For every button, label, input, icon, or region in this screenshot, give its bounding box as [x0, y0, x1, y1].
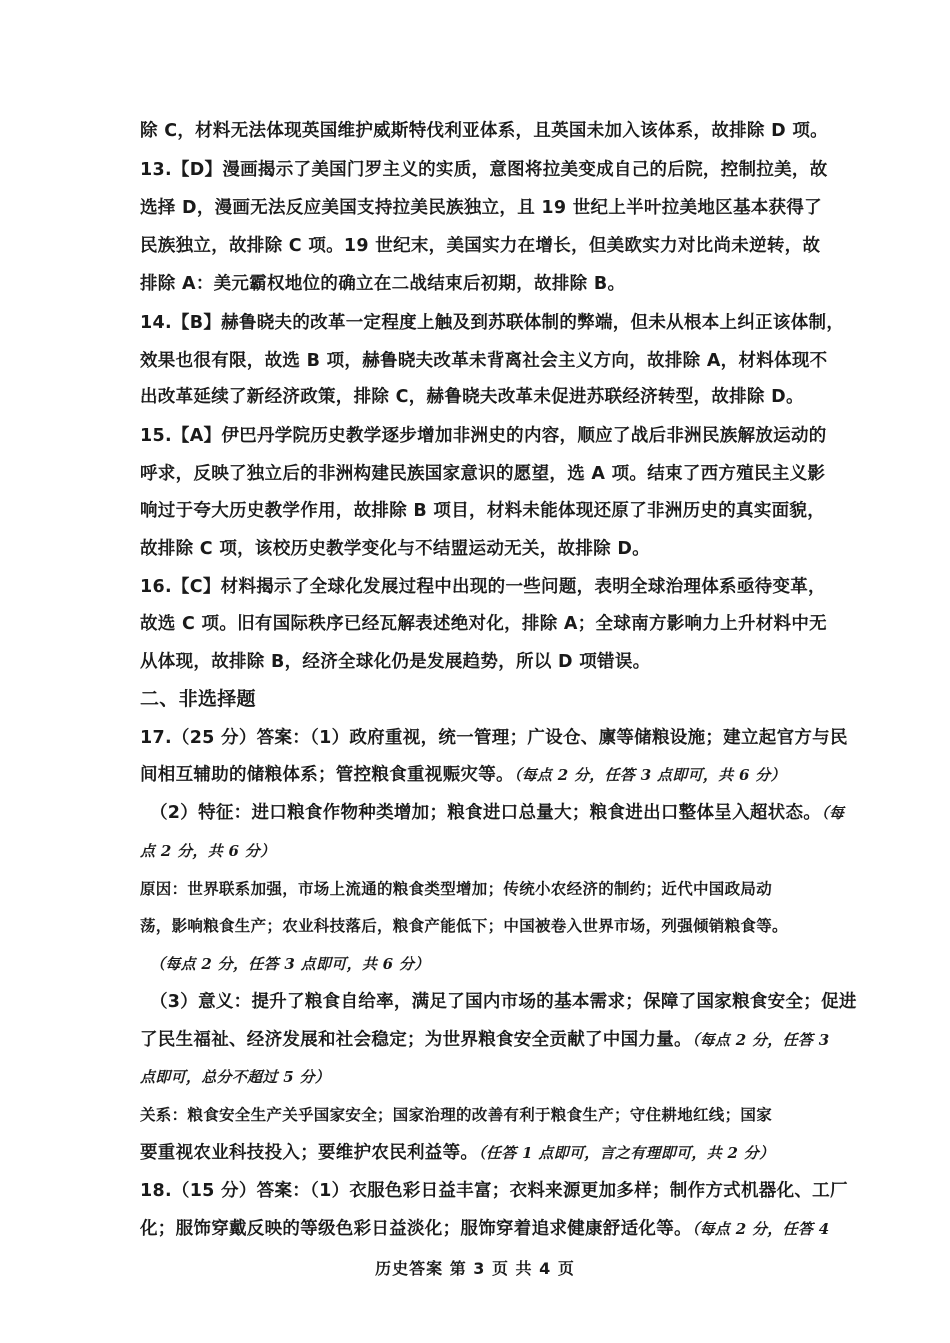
score-note: （每点 2 分，任答 3 点即可，共 6 分）: [513, 766, 786, 784]
text-line: 16.【C】材料揭示了全球化发展过程中出现的一些问题，表明全球治理体系亟待变革，: [140, 577, 826, 597]
text-line: 15.【A】伊巴丹学院历史教学逐步增加非洲史的内容，顺应了战后非洲民族解放运动的: [140, 426, 827, 446]
text-line: 原因：世界联系加强，市场上流通的粮食类型增加；传统小农经济的制约；近代中国政局动: [140, 880, 773, 898]
text-line: 民族独立，故排除 C 项。19 世纪末，美国实力在增长，但美欧实力对比尚未逆转，故: [140, 236, 821, 256]
line-text: 间相互辅助的储粮体系；管控粮食重视赈灾等。: [140, 765, 514, 785]
text-line: 响过于夸大历史教学作用，故排除 B 项目，材料未能体现还原了非洲历史的真实面貌，: [140, 501, 826, 521]
text-line: [140, 1029, 830, 1051]
line-text: （2）特征：进口粮食作物种类增加；粮食进口总量大；粮食进出口整体呈入超状态。: [150, 803, 822, 823]
text-line: 排除 A：美元霸权地位的确立在二战结束后初期，故排除 B。: [140, 274, 626, 294]
score-note: （每点 2 分，任答 4: [691, 1220, 830, 1238]
text-line: [150, 802, 845, 824]
text-line: 17.（25 分）答案：（1）政府重视，统一管理；广设仓、廪等储粮设施；建立起官方与民: [140, 728, 848, 748]
line-text: 化；服饰穿戴反映的等级色彩日益淡化；服饰穿着追求健康舒适化等。: [140, 1219, 692, 1239]
text-line: [140, 764, 820, 786]
line-text: 要重视农业科技投入；要维护农民利益等。: [140, 1143, 479, 1163]
score-note: 点即可，总分不超过 5 分）: [140, 1068, 331, 1086]
text-line: [140, 1218, 830, 1240]
text-line: [140, 1066, 820, 1088]
text-line: [140, 840, 820, 862]
score-note: （每点 2 分，任答 3 点即可，共 6 分）: [150, 955, 430, 973]
text-line: 18.（15 分）答案：（1）衣服色彩日益丰富；衣料来源更加多样；制作方式机器化、工厂: [140, 1181, 848, 1201]
text-line: 故选 C 项。旧有国际秩序已经瓦解表述绝对化，排除 A；全球南方影响力上升材料中无: [140, 614, 827, 634]
text-line: 14.【B】赫鲁晓夫的改革一定程度上触及到苏联体制的弊端，但未从根本上纠正该体制，: [140, 313, 845, 333]
section-heading: 二、非选择题: [140, 688, 256, 710]
score-note: 点 2 分，共 6 分）: [140, 842, 276, 860]
text-line: 出改革延续了新经济政策，排除 C，赫鲁晓夫改革未促进苏联经济转型，故排除 D。: [140, 387, 804, 407]
page-footer: 历史答案 第 3 页 共 4 页: [375, 1259, 575, 1278]
text-line: [150, 953, 830, 975]
text-line: 呼求，反映了独立后的非洲构建民族国家意识的愿望，选 A 项。结束了西方殖民主义影: [140, 464, 826, 484]
text-line: 关系：粮食安全生产关乎国家安全；国家治理的改善有利于粮食生产；守住耕地红线；国家: [140, 1106, 773, 1124]
text-line: 13.【D】漫画揭示了美国门罗主义的实质，意图将拉美变成自己的后院，控制拉美，故: [140, 160, 828, 180]
score-note: （每点 2 分，任答 3: [691, 1031, 830, 1049]
score-note: （每: [821, 804, 845, 822]
text-line: 选择 D，漫画无法反应美国支持拉美民族独立，且 19 世纪上半叶拉美地区基本获得了: [140, 198, 822, 218]
text-line: 故排除 C 项，该校历史教学变化与不结盟运动无关，故排除 D。: [140, 539, 650, 559]
text-line: [140, 1142, 820, 1164]
text-line: （3）意义：提升了粮食自给率，满足了国内市场的基本需求；保障了国家粮食安全；促进: [150, 992, 857, 1012]
text-line: 效果也很有限，故选 B 项，赫鲁晓夫改革未背离社会主义方向，故排除 A，材料体现不: [140, 351, 828, 371]
score-note: （任答 1 点即可，言之有理即可，共 2 分）: [478, 1144, 775, 1162]
text-line: 除 C，材料无法体现英国维护威斯特伐利亚体系，且英国未加入该体系，故排除 D 项。: [140, 121, 828, 141]
line-text: 了民生福祉、经济发展和社会稳定；为世界粮食安全贡献了中国力量。: [140, 1030, 692, 1050]
text-line: 荡，影响粮食生产；农业科技落后，粮食产能低下；中国被卷入世界市场，列强倾销粮食等。: [140, 917, 788, 935]
text-line: 从体现，故排除 B，经济全球化仍是发展趋势，所以 D 项错误。: [140, 652, 651, 672]
